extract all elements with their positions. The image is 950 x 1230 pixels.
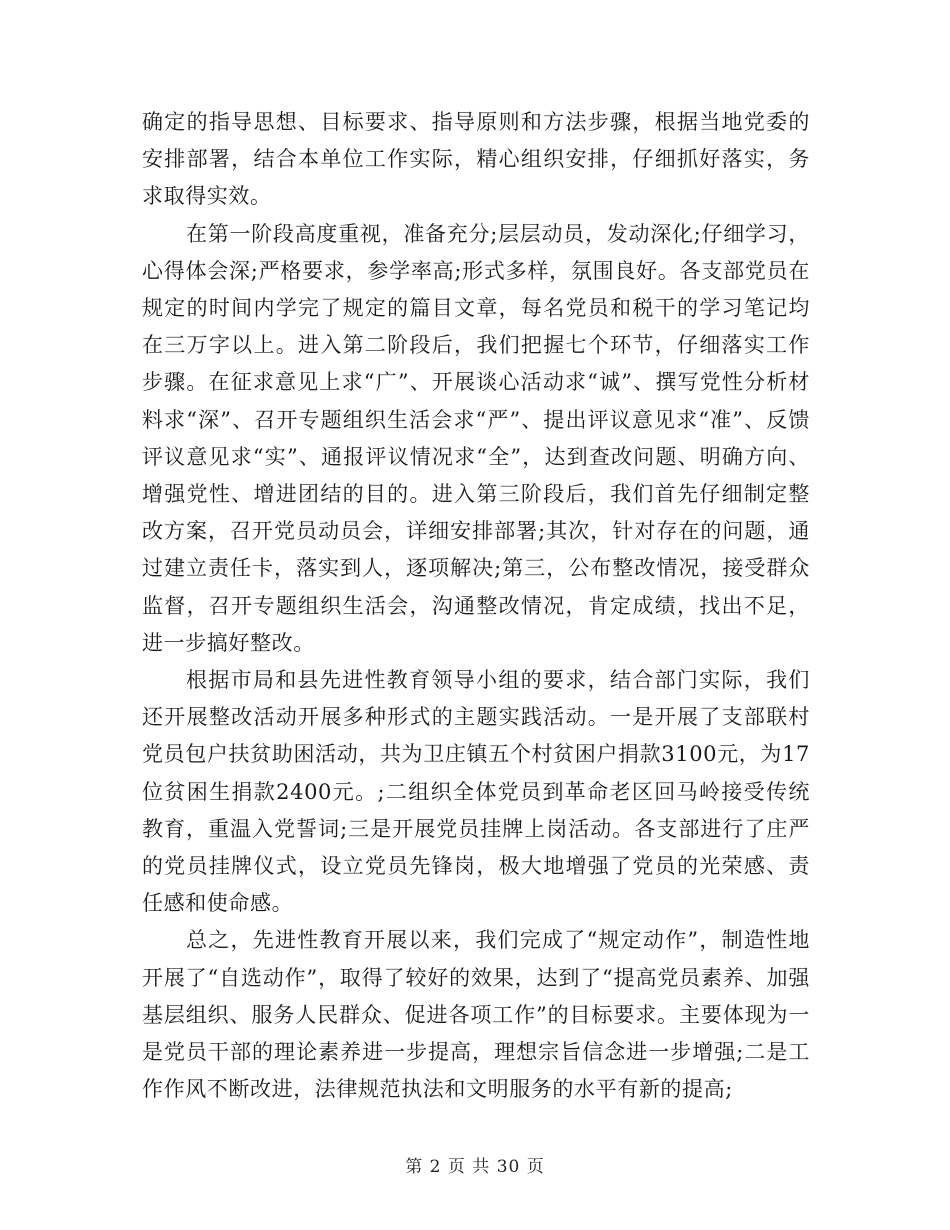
paragraph-2: 在第一阶段高度重视，准备充分;层层动员，发动深化;仔细学习，心得体会深;严格要求，参学率高;形式多样，氛围良好。各支部党员在规定的时间内学完了规定的篇目文章，每名党员和税干的学习笔记均在三万字以上。进入第二阶段后，我们把握七个环节，仔细落实工作步骤。在征求意见上求“广”、开展谈心活动求“诚”、撰写党性分析材料求“深”、召开专题组织生活会求“严”、提出评议意见求“准”、反馈评议意见求“实”、通报评议情况求“全”，达到查改问题、明确方向、增强党性、增进团结的目的。进入第三阶段后，我们首先仔细制定整改方案，召开党员动员会，详细安排部署;其次，针对存在的问题，通过建立责任卡，落实到人，逐项解决;第三，公布整改情况，接受群众监督，召开专题组织生活会，沟通整改情况，肯定成绩，找出不足，进一步搞好整改。: [142, 221, 810, 655]
paragraph-1: 确定的指导思想、目标要求、指导原则和方法步骤，根据当地党委的安排部署，结合本单位工作实际，精心组织安排，仔细抓好落实，务求取得实效。: [142, 110, 810, 209]
page-number-footer: 第 2 页 共 30 页: [405, 1157, 545, 1177]
paragraph-4: 总之，先进性教育开展以来，我们完成了“规定动作”，制造性地开展了“自选动作”，取得了较好的效果，达到了“提高党员素养、加强基层组织、服务人民群众、促进各项工作”的目标要求。主要体现为一是党员干部的理论素养进一步提高，理想宗旨信念进一步增强;二是工作作风不断改进，法律规范执法和文明服务的水平有新的提高;: [142, 928, 810, 1102]
body-text: [142, 104, 810, 1108]
paragraph-3: 根据市局和县先进性教育领导小组的要求，结合部门实际，我们还开展整改活动开展多种形式的主题实践活动。一是开展了支部联村党员包户扶贫助困活动，共为卫庄镇五个村贫困户捐款3100元，为17位贫困生捐款2400元。;二组织全体党员到革命老区回马岭接受传统教育，重温入党誓词;三是开展党员挂牌上岗活动。各支部进行了庄严的党员挂牌仪式，设立党员先锋岗，极大地增强了党员的光荣感、责任感和使命感。: [142, 668, 810, 916]
